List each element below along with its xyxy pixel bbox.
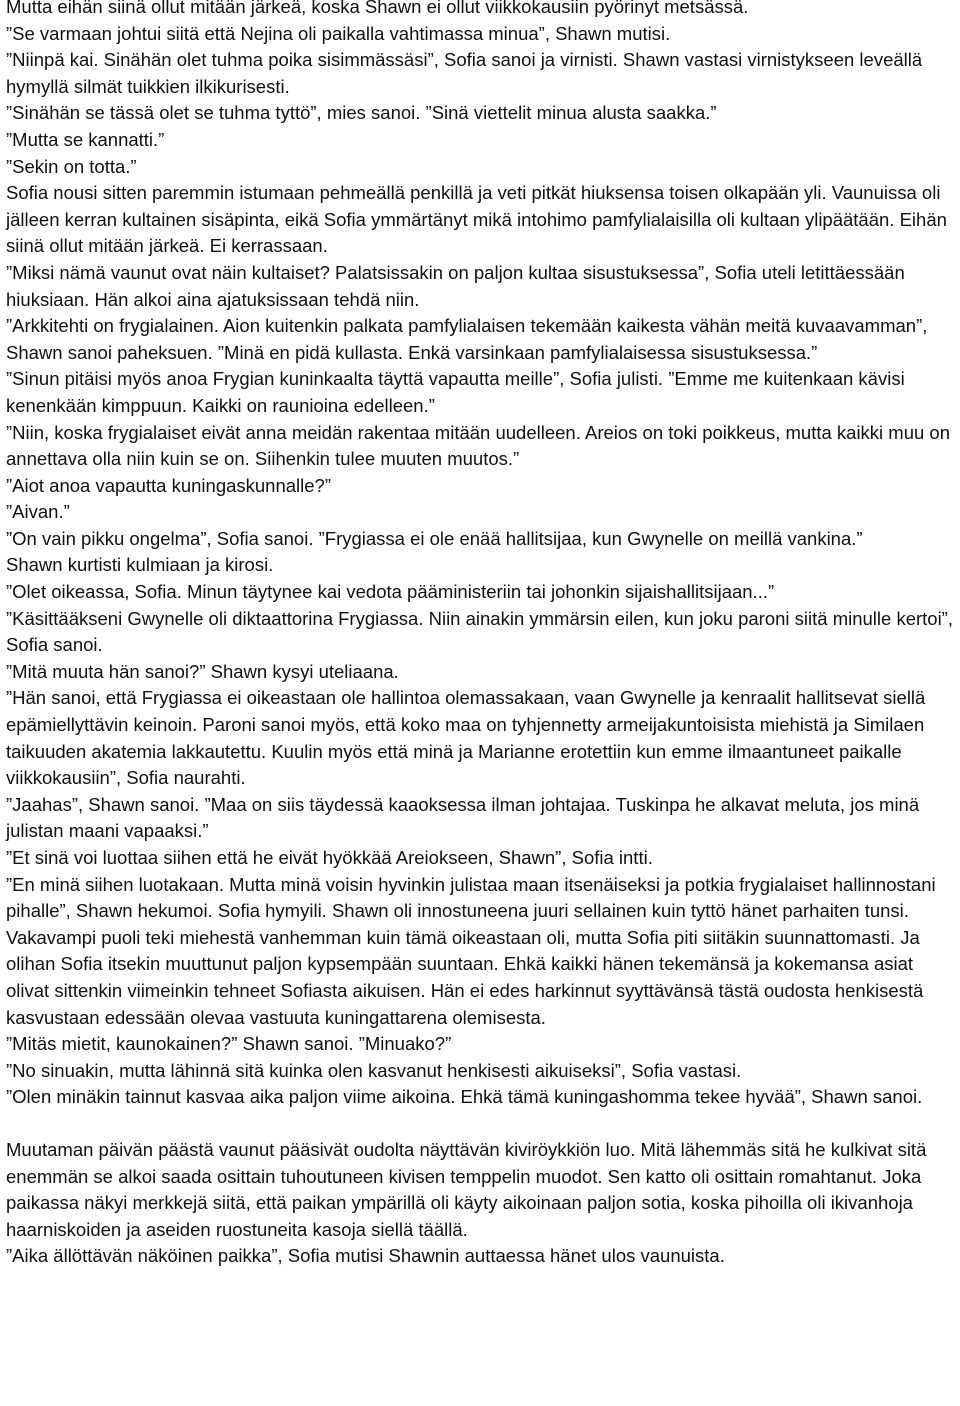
paragraph: ”Mitäs mietit, kaunokainen?” Shawn sanoi. ”Minuako?” <box>6 1033 452 1055</box>
paragraph: ”Et sinä voi luottaa siihen että he eivät hyökkää Areiokseen, Shawn”, Sofia intti. <box>6 847 653 868</box>
paragraph: ”Käsittääkseni Gwynelle oli diktaattorina Frygiassa. Niin ainakin ymmärsin eilen, kun joku paroni siitä minulle kertoi”, Sofia sanoi. <box>6 607 959 656</box>
paragraph: ”Aiot anoa vapautta kuningaskunnalle?” <box>6 474 332 496</box>
paragraph: ”On vain pikku ongelma”, Sofia sanoi. ”Frygiassa ei ole enää hallitsijaa, kun Gwynelle on meillä vankina.” <box>6 527 863 549</box>
paragraph: Sofia nousi sitten paremmin istumaan pehmeällä penkillä ja veti pitkät hiuksensa toisen olkapään yli. Vaunuissa oli jälleen kerran kultainen sisäpinta, eikä Sofia ymmärtänyt mikä intohimo pamfylialaisilla oli kultaan ylipäätään. Eihän siinä ollut mitään järkeä. Ei kerrassaan. <box>6 182 953 257</box>
paragraph: ”No sinuakin, mutta lähinnä sitä kuinka olen kasvanut henkisesti aikuiseksi”, Sofia vastasi. <box>6 1059 742 1081</box>
paragraph: ”En minä siihen luotakaan. Mutta minä voisin hyvinkin julistaa maan itsenäiseksi ja potkia frygialaiset hallinnostani pihalle”, Shawn hekumoi. Sofia hymyili. Shawn oli innostuneena juuri sellainen kuin tyttö hänet parhaiten tunsi. Vakavampi puoli teki miehestä vanhemman kuin tämä oikeastaan oli, mutta Sofia piti siitäkin suunnattomasti. Ja olihan Sofia itsekin muuttunut paljon kypsempään suuntaan. Ehkä kaikki hänen tekemänsä ja kokemansa asiat olivat sittenkin viimeinkin tehneet Sofiasta aikuisen. Hän ei edes harkinnut syyttävänsä tästä oudosta henkisestä kasvustaan edessään olevaa vastuuta kuningattarena olemisesta. <box>6 873 941 1028</box>
paragraph: ”Arkkitehti on frygialainen. Aion kuitenkin palkata pamfylialaisen tekemään kaikesta vähän meitä kuvaavamman”, Shawn sanoi paheksuen. ”Minä en pidä kullasta. Enkä varsinkaan pamfylialaisessa sisustuksessa.” <box>6 315 933 363</box>
paragraph-gap <box>6 1111 958 1137</box>
paragraph: ”Se varmaan johtui siitä että Nejina oli paikalla vahtimassa minua”, Shawn mutisi. <box>6 22 671 44</box>
document-page <box>6 0 958 1270</box>
paragraph: Shawn kurtisti kulmiaan ja kirosi. <box>6 554 274 576</box>
paragraph: ”Miksi nämä vaunut ovat näin kultaiset? Palatsissakin on paljon kultaa sisustuksessa”, Sofia uteli letittäessään hiuksiaan. Hän alkoi aina ajatuksissaan tehdä niin. <box>6 261 910 310</box>
text-block-2 <box>6 1137 958 1270</box>
paragraph: ”Jaahas”, Shawn sanoi. ”Maa on siis täydessä kaaoksessa ilman johtajaa. Tuskinpa he alkavat meluta, jos minä julistan maani vapaaksi.” <box>6 793 925 842</box>
paragraph: ”Aivan.” <box>6 501 70 523</box>
paragraph: ”Sinun pitäisi myös anoa Frygian kuninkaalta täyttä vapautta meille”, Sofia julisti. ”Emme me kuitenkaan kävisi kenenkään kimppuun. Kaikki on raunioina edelleen.” <box>6 368 910 416</box>
paragraph: ”Olet oikeassa, Sofia. Minun täytynee kai vedota pääministeriin tai johonkin sijaishallitsijaan...” <box>6 581 775 603</box>
paragraph: ”Sinähän se tässä olet se tuhma tyttö”, mies sanoi. ”Sinä viettelit minua alusta saakka.” <box>6 102 717 124</box>
paragraph: ”Mitä muuta hän sanoi?” Shawn kysyi uteliaana. <box>6 660 399 682</box>
paragraph: ”Niin, koska frygialaiset eivät anna meidän rakentaa mitään uudelleen. Areios on toki poikkeus, mutta kaikki muu on annettava olla niin kuin se on. Siihenkin tulee muuten muutos.” <box>6 421 956 470</box>
paragraph: ”Olen minäkin tainnut kasvaa aika paljon viime aikoina. Ehkä tämä kuningashomma tekee hyvää”, Shawn sanoi. <box>6 1086 923 1108</box>
paragraph: ”Mutta se kannatti.” <box>6 128 165 150</box>
paragraph: Mutta eihän siinä ollut mitään järkeä, koska Shawn ei ollut viikkokausiin pyörinyt metsässä. <box>6 0 749 17</box>
paragraph: ”Sekin on totta.” <box>6 155 137 177</box>
paragraph: Muutaman päivän päästä vaunut pääsivät oudolta näyttävän kiviröykkiön luo. Mitä lähemmäs sitä he kulkivat sitä enemmän se alkoi saada osittain tuhoutuneen kivisen temppelin muodot. Sen katto oli osittain romahtanut. Joka paikassa näkyi merkkejä siitä, että paikan ympärillä oli käyty aikoinaan paljon sotia, koska pihoilla oli ikivanhoja haarniskoiden ja aseiden ruostuneita kasoja siellä täällä. <box>6 1138 932 1240</box>
text-block-1 <box>6 0 958 1111</box>
paragraph: ”Hän sanoi, että Frygiassa ei oikeastaan ole hallintoa olemassakaan, vaan Gwynelle ja kenraalit hallitsevat siellä epämiellyttävin keinoin. Paroni sanoi myös, että koko maa on tyhjennetty armeijakuntoisista miehistä ja Similaen taikuuden akatemia lakkautettu. Kuulin myös että minä ja Marianne erotettiin kun emme ilmaantuneet paikalle viikkokausiin”, Sofia naurahti. <box>6 687 931 789</box>
paragraph: ”Aika ällöttävän näköinen paikka”, Sofia mutisi Shawnin auttaessa hänet ulos vaunuista. <box>6 1245 725 1267</box>
paragraph: ”Niinpä kai. Sinähän olet tuhma poika sisimmässäsi”, Sofia sanoi ja virnisti. Shawn vastasi virnistykseen leveällä hymyllä silmät tuikkien ilkikurisesti. <box>6 49 928 97</box>
